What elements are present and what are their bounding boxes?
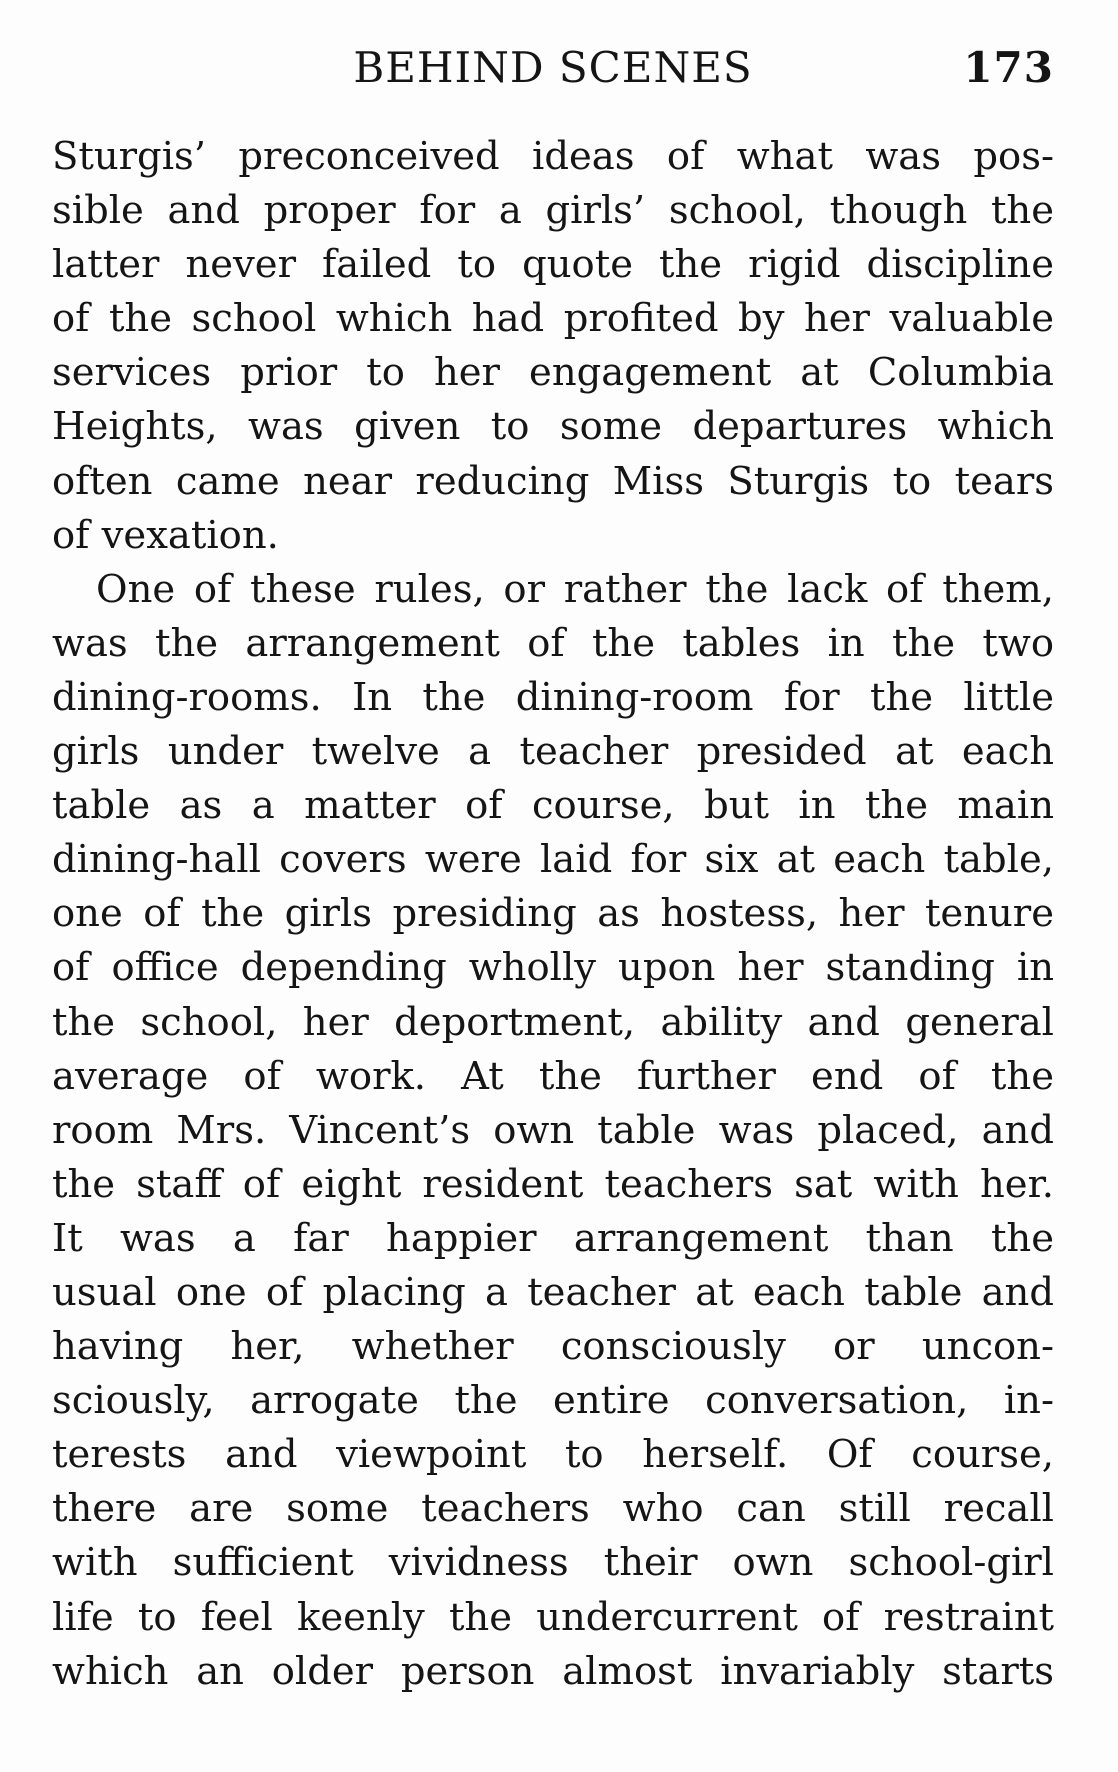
text-line: terests and viewpoint to herself. Of course, [52,1432,1054,1478]
text-line: Sturgis’ preconceived ideas of what was pos- [52,134,1054,179]
text-line: It was a far happier arrangement than the [52,1215,1054,1261]
text-line: the school, her deportment, ability and general [52,999,1054,1045]
running-head [52,40,1054,96]
body-text [52,130,1054,1699]
text-line: One of these rules, or rather the lack of them, [96,566,1054,612]
running-title: BEHIND SCENES [353,43,753,92]
text-line: room Mrs. Vincent’s own table was placed, and [52,1107,1054,1153]
text-line: life to feel keenly the undercurrent of restraint [52,1594,1054,1640]
text-line: usual one of placing a teacher at each table and [52,1269,1054,1315]
text-line: services prior to her engagement at Columbia [52,350,1054,396]
paragraph-2 [52,563,1054,1699]
text-line: one of the girls presiding as hostess, her tenure [52,891,1054,937]
text-line: dining-rooms. In the dining-room for the little [52,674,1054,720]
text-line: having her, whether consciously or uncon- [52,1324,1054,1370]
text-line: of vexation. [52,512,279,558]
text-line: Heights, was given to some departures which [52,404,1054,450]
text-line: which an older person almost invariably starts [52,1648,1054,1694]
text-line: with sufficient vividness their own school-girl [52,1540,1054,1586]
text-line: there are some teachers who can still recall [52,1486,1054,1532]
text-line: latter never failed to quote the rigid discipline [52,242,1054,288]
text-line: often came near reducing Miss Sturgis to tears [52,458,1054,504]
text-line: was the arrangement of the tables in the two [52,620,1054,666]
paragraph-1 [52,130,1054,563]
text-line: sciously, arrogate the entire conversation, in- [52,1378,1054,1424]
text-line: the staff of eight resident teachers sat with her. [52,1161,1054,1207]
text-line: sible and proper for a girls’ school, though the [52,188,1054,234]
text-line: table as a matter of course, but in the main [52,783,1054,829]
text-line: dining-hall covers were laid for six at each table, [52,837,1054,883]
page-number: 173 [963,43,1054,92]
text-line: of the school which had profited by her valuable [52,296,1054,342]
text-line: girls under twelve a teacher presided at each [52,729,1054,775]
text-line: average of work. At the further end of the [52,1053,1054,1099]
text-line: of office depending wholly upon her standing in [52,945,1054,991]
